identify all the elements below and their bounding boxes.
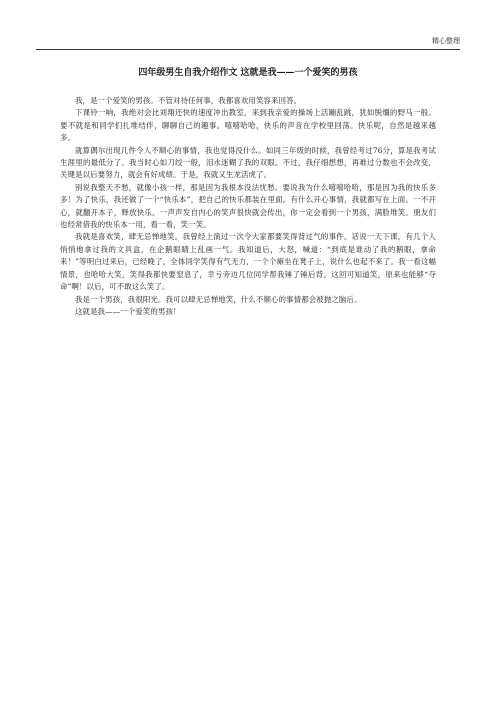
paragraph: 就算偶尔出现几件令人不顺心的事情，我也觉得没什么。如同三年级的时候，我曾经考过76分，算是我考试生涯里的最低分了。我当时心如刀绞一般，泪水迷糊了我的双眼。不过，我仔细想想，再难过分数也不会改变，关键是以后要努力，就会有好成绩。于是，我就又生龙活虎了。 (60, 145, 436, 180)
paragraph: 下课铃一响，我绝对会比刘翔还快的速度冲出教室，来到我亲爱的操场上活蹦乱跳，犹如脱缰的野马一般。要不就是和同学们扎堆结伴，聊聊自己的趣事。嘻嘻哈哈，快乐的声音在学校里回荡。快乐呢，自然是越来越多。 (60, 108, 436, 143)
document-title: 四年级男生自我介绍作文 这就是我——一个爱笑的男孩 (138, 68, 358, 78)
paragraph: 我是一个男孩，我很阳光。我可以肆无忌惮地笑，什么不顺心的事情都会被抛之脑后。 (75, 294, 362, 304)
paragraph: 我就是喜欢笑，肆无忌惮地笑。我曾经上演过一次令大家都要笑得背过气的事件。话说一天下课，有几个人悄悄地拿过我的文具盒，在企鹅眼睛上乱画一气。我知道后，大怒，喊道：“到底是谁动了我的鹅眼，拿命来！”等明白过来后，已经晚了，全体同学笑得有气无力，一个个瘫坐在凳子上，说什么也起不来了。我一看这幅情景，也哈哈大笑，笑得我都快要窒息了，幸亏旁边几位同学帮我锤了锤后背。这回可知道笑，原来也能够“夺命”啊！以后，可不敢这么笑了。 (60, 232, 436, 292)
paragraph: 我，是一个爱笑的男孩。不管对待任何事，我都喜欢用笑容来回答。 (75, 96, 302, 105)
paragraph: 这就是我——一个爱笑的男孩！ (75, 306, 181, 316)
document-body (60, 95, 436, 318)
header-divider (36, 49, 460, 50)
paragraph: 别说我整天不愁，就像小孩一样，那是因为我根本没法忧愁。要说我为什么嘻嘻哈哈，那是因为我的快乐多多！为了快乐，我还做了一个“快乐本”，把自己的快乐都装在里面。有什么开心事情，我就都写在上面。一不开心，就翻开本子，释放快乐。一声声发自内心的笑声很快就会传出，你一定会看到一个男孩，满脸堆笑。朋友们也经常借我的快乐本一用，看一看，笑一笑。 (60, 182, 436, 230)
header-tag: 精心整理 (432, 37, 460, 45)
